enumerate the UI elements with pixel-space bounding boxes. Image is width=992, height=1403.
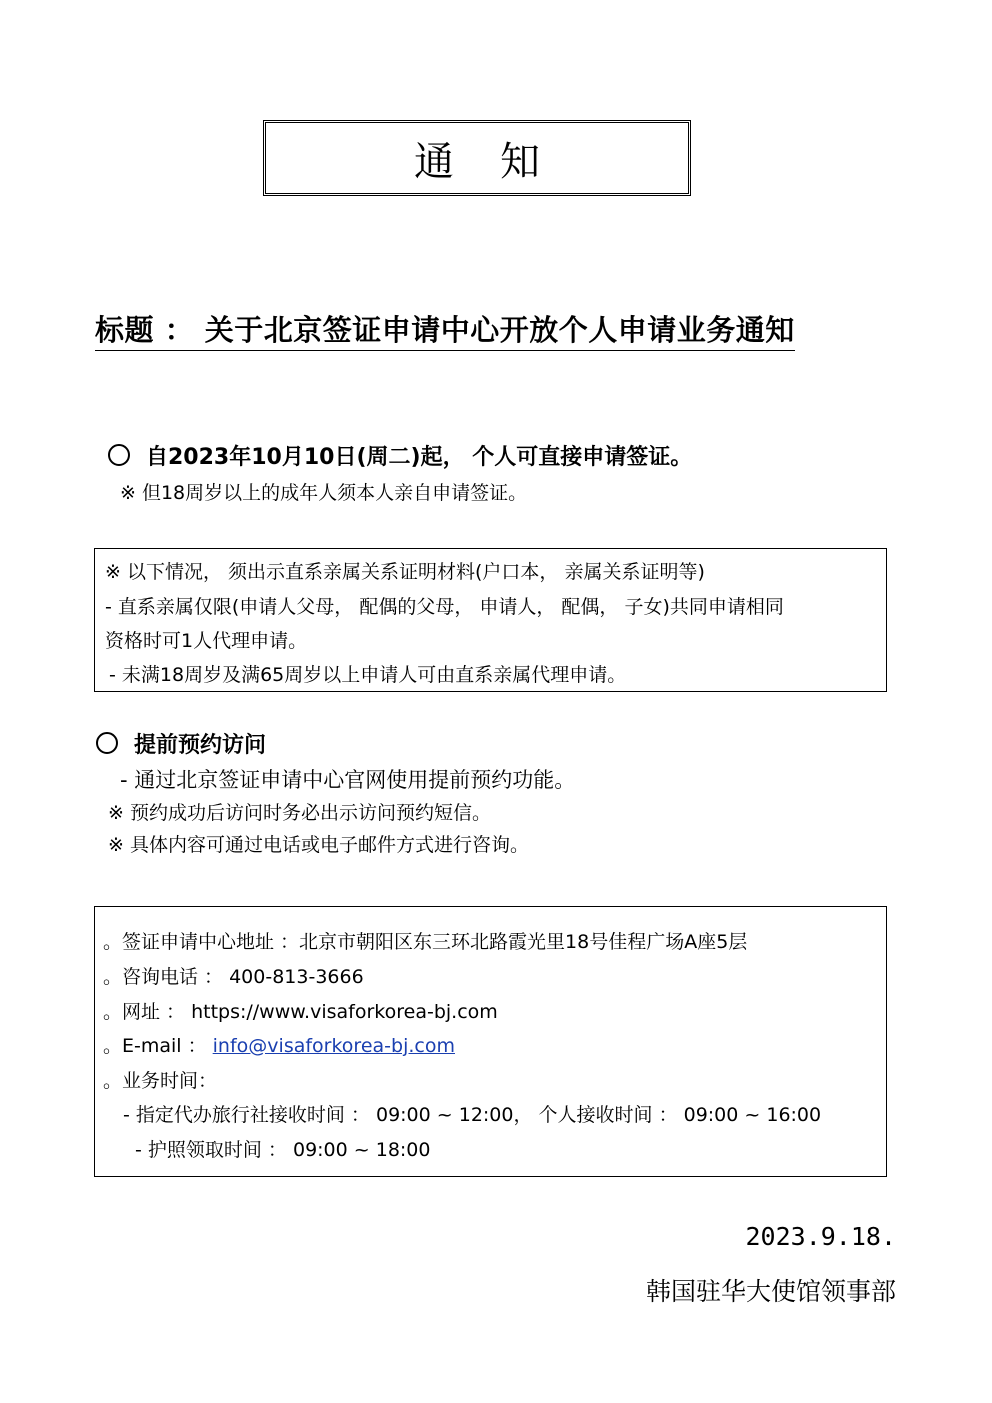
section1-heading: 自2023年10月10日(周二)起， 个人可直接申请签证。 (146, 445, 693, 470)
subject-line: 标题 ： 关于北京签证申请中心开放个人申请业务通知 (95, 308, 795, 351)
circle-bullet-icon (108, 444, 130, 466)
section1-note: ※ 但18周岁以上的成年人须本人亲自申请签证。 (120, 482, 528, 504)
signature: 韩国驻华大使馆领事部 (645, 1277, 896, 1306)
address-line: 。签证申请中心地址 ：北京市朝阳区东三环北路霞光里18号佳程广场A座5层 (103, 931, 748, 953)
requirements-box (94, 548, 887, 692)
notice-date: 2023.9.18. (745, 1222, 896, 1251)
requirements-line-2: - 直系亲属仅限(申请人父母， 配偶的父母， 申请人， 配偶， 子女)共同申请相同 (105, 596, 784, 618)
hours-line-2: - 护照领取时间 ： 09:00 ~ 18:00 (135, 1139, 431, 1161)
notice-title: 通知 (414, 138, 586, 185)
email-label: 。E-mail ： (103, 1035, 213, 1057)
phone-line: 。咨询电话 ： 400-813-3666 (103, 966, 364, 988)
section2-line-2: ※ 预约成功后访问时务必出示访问预约短信。 (108, 802, 491, 824)
hours-line-1: - 指定代办旅行社接收时间 ： 09:00 ~ 12:00， 个人接收时间 ： 09:00 ~ 16:00 (123, 1104, 822, 1126)
requirements-line-4: - 未满18周岁及满65周岁以上申请人可由直系亲属代理申请。 (109, 664, 627, 686)
notice-title-box (263, 120, 691, 196)
requirements-line-1: ※ 以下情况， 须出示直系亲属关系证明材料(户口本， 亲属关系证明等) (105, 561, 705, 583)
contact-info-box (94, 906, 887, 1177)
section2-heading-row (96, 728, 266, 759)
requirements-line-3: 资格时可1人代理申请。 (105, 630, 308, 652)
website-line: 。网址 ： https://www.visaforkorea-bj.com (103, 1001, 498, 1023)
section2-heading: 提前预约访问 (134, 733, 267, 758)
section2-line-1: - 通过北京签证申请中心官网使用提前预约功能。 (120, 768, 576, 792)
hours-label: 。业务时间： (103, 1070, 218, 1092)
email-line (103, 1031, 455, 1058)
section2-line-3: ※ 具体内容可通过电话或电子邮件方式进行咨询。 (108, 834, 529, 856)
email-link[interactable]: info@visaforkorea-bj.com (212, 1035, 455, 1057)
section1-heading-row (108, 440, 692, 471)
circle-bullet-icon (96, 732, 118, 754)
